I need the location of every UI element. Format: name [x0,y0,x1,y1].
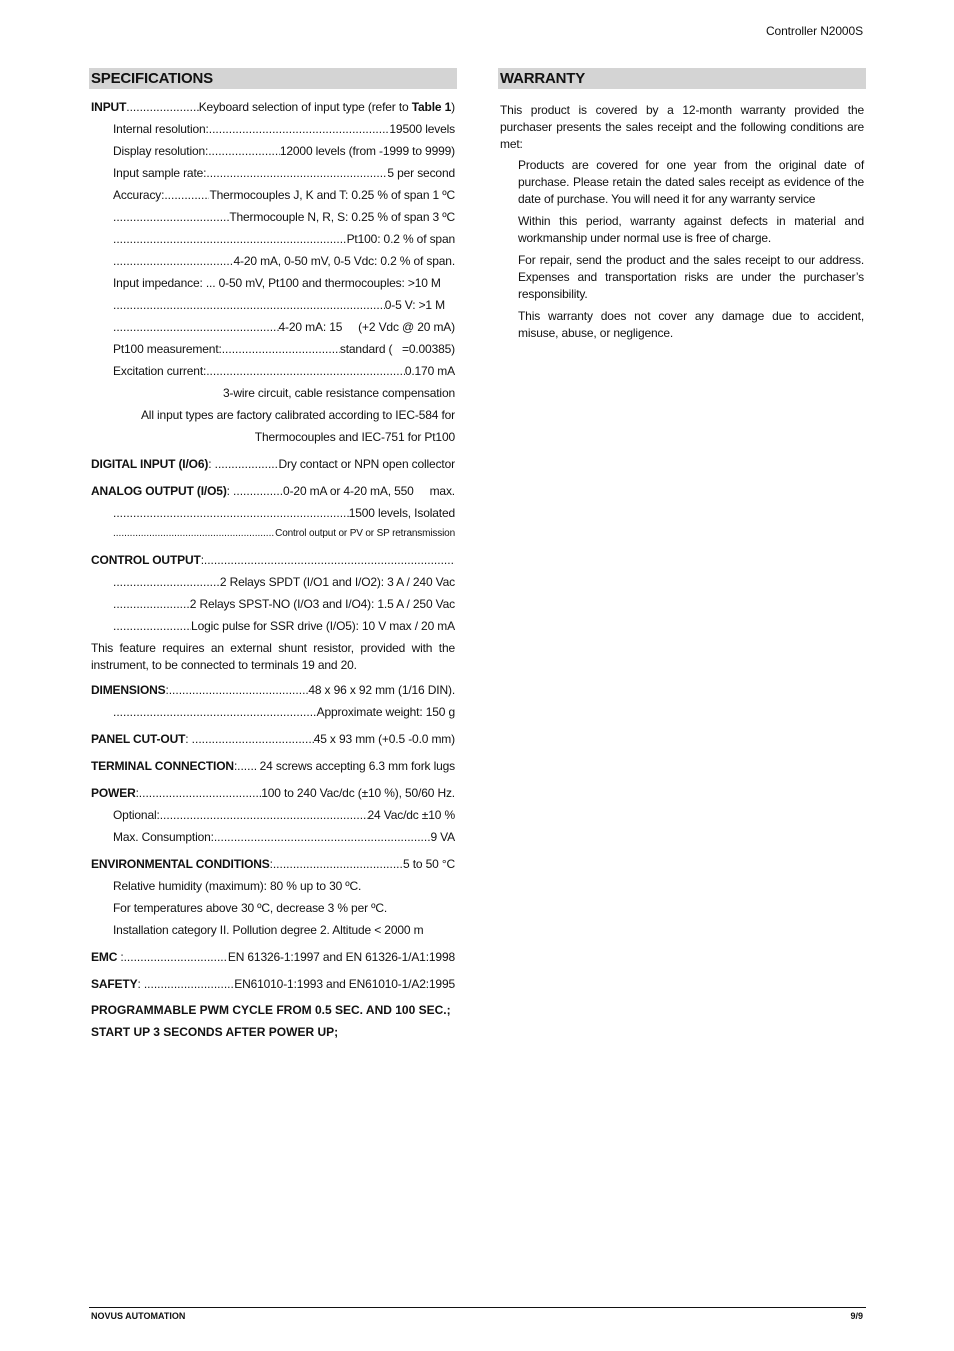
leader-dots [113,316,279,338]
spec-analog-output: ANALOG OUTPUT (I/O5) : ..... 0-20 mA or 4-20 mA, 550 max. [91,480,455,502]
leader-dots [113,524,275,544]
spec-sample-rate [91,162,455,184]
warranty-section [498,68,866,347]
spec-impedance-5v [91,294,455,316]
spec-startup: START UP 3 SECONDS AFTER POWER UP; [91,1025,339,1039]
spec-value: 0-50 mV, Pt100 and thermocouples: >10 M [218,276,441,290]
spec-label: Input impedance: [113,276,203,290]
leader-dots [169,679,309,701]
spec-value: 24 screws accepting 6.3 mm fork lugs [259,759,455,773]
spec-label: Display resolution: [113,144,209,158]
spec-value: 2 Relays SPDT (I/O1 and I/O2): 3 A / 240 Vac [219,575,455,589]
spec-pt100-measurement [91,338,455,360]
spec-value: Control output or PV or SP retransmission [275,528,455,539]
spec-value: 2 Relays SPST-NO (I/O3 and I/O4): 1.5 A / 250 Vac [189,597,455,611]
spec-value: 1500 levels, Isolated [348,506,455,520]
leader-dots [113,701,317,723]
spec-label: Optional: [113,808,160,822]
spec-analog-levels [91,502,455,524]
spec-label: Internal resolution: [113,122,209,136]
spec-wire-compensation [91,382,455,404]
specifications-section [89,68,457,1043]
footer-page-number: 9/9 [850,1311,863,1321]
leader-dots [273,853,403,875]
spec-label: EMC [91,950,118,964]
leader-dots [113,294,385,316]
spec-value: EN61010-1:1993 and EN61010-1/A2:1995 [234,977,455,991]
spec-control-output: CONTROL OUTPUT : ..... [91,549,455,571]
spec-value: 0-5 V: >1 M [384,298,445,312]
spec-humidity [91,875,455,897]
spec-value: 24 Vac/dc ±10 % [367,808,455,822]
leader-dots [113,571,220,593]
spec-value: Thermocouples J, K and T: 0.25 % of span 1 ºC [209,188,455,202]
leader-dots [144,973,234,995]
spec-display-resolution [91,140,455,162]
spec-label: Input sample rate: [113,166,207,180]
leader-dots [164,184,209,206]
spec-internal-resolution [91,118,455,140]
spec-installation-category [91,919,455,941]
warranty-item: Within this period, warranty against defects in material and workmanship under normal use is free of charge. [518,214,864,245]
spec-temperature-derating [91,897,455,919]
leader-dots [206,360,405,382]
spec-text: For temperatures above 30 ºC, decrease 3 % per ºC. [113,901,388,915]
spec-value: Approximate weight: 150 g [316,705,455,719]
leader-dots [113,593,190,615]
leader-dots [124,946,228,968]
spec-value: Logic pulse for SSR drive (I/O5): 10 V max / 20 mA [191,619,455,633]
warranty-intro: This product is covered by a 12-month warranty provided the purchaser presents the sales receipt and the following conditions are met: [500,103,864,151]
leader-dots [208,140,280,162]
leader-dots [126,96,198,118]
leader-dots [113,228,347,250]
spec-value: Dry contact or NPN open collector [278,457,455,471]
spec-value: 48 x 96 x 92 mm (1/16 DIN). [308,683,455,697]
spec-accuracy-analog [91,250,455,272]
spec-calibration [91,404,455,426]
footer-divider [89,1307,866,1308]
spec-value: 5 to 50 °C [403,857,455,871]
spec-value: Thermocouple N, R, S: 0.25 % of span 3 ºC [229,210,455,224]
spec-environmental: ENVIRONMENTAL CONDITIONS : ..... 5 to 50 °C [91,853,455,875]
warranty-item: For repair, send the product and the sales receipt to our address. Expenses and transportation risks are under the purchaser’s responsibility. [518,253,864,301]
spec-calibration-2 [91,426,455,448]
spec-power-consumption [91,826,455,848]
spec-value: Pt100: 0.2 % of span [346,232,455,246]
spec-label: CONTROL OUTPUT [91,553,201,567]
spec-value: 19500 levels [389,122,455,136]
leader-dots [113,502,349,524]
spec-label: Excitation current: [113,364,207,378]
spec-accuracy-pt100 [91,228,455,250]
leader-dots [215,453,279,475]
spec-value: EN 61326-1:1997 and EN 61326-1/A1:1998 [227,950,455,964]
spec-control-logic-pulse [91,615,455,637]
specifications-title: SPECIFICATIONS [89,68,457,89]
spec-emc: EMC : ..... EN 61326-1:1997 and EN 61326-1/A1:1998 [91,946,455,968]
spec-label: Accuracy: [113,188,165,202]
spec-shunt-note: This feature requires an external shunt resistor, provided with the instrument, to be connected to terminals 19 and 20. [91,641,455,672]
spec-pwm-cycle: PROGRAMMABLE PWM CYCLE FROM 0.5 SEC. AND 100 SEC.; [91,1003,451,1017]
warranty-item: This warranty does not cover any damage due to accident, misuse, abuse, or negligence. [518,309,864,340]
leader-dots [204,549,455,571]
spec-digital-input: DIGITAL INPUT (I/O6) : ..... Dry contact or NPN open collector [91,453,455,475]
spec-value: 45 x 93 mm (+0.5 -0.0 mm) [313,732,455,746]
spec-label: POWER [91,786,136,800]
spec-text: 3-wire circuit, cable resistance compensation [222,386,455,400]
spec-control-relays-spst [91,593,455,615]
spec-label: DIGITAL INPUT (I/O6) [91,457,209,471]
leader-dots [206,162,387,184]
spec-value: 0-20 mA or 4-20 mA, 550 max. [283,484,455,498]
spec-value: 100 to 240 Vac/dc (±10 %), 50/60 Hz. [261,786,455,800]
spec-value: 5 per second [387,166,455,180]
spec-label: DIMENSIONS [91,683,166,697]
spec-label: TERMINAL CONNECTION [91,759,234,773]
spec-text: All input types are factory calibrated according to IEC-584 for [140,408,455,422]
warranty-title: WARRANTY [498,68,866,89]
spec-label: Max. Consumption: [113,830,214,844]
spec-label: SAFETY [91,977,138,991]
warranty-item: Products are covered for one year from the original date of purchase. Please retain the dated sales receipt as evidence of the date of purchase. You will need it for any warranty service [518,158,864,206]
spec-value: standard ( =0.00385) [339,342,455,356]
document-header: Controller N2000S [765,24,863,38]
leader-dots: ... [202,276,219,290]
spec-label: ANALOG OUTPUT (I/O5) [91,484,227,498]
spec-value: Keyboard selection of input type (refer to Table 1) [198,100,455,114]
spec-accuracy [91,184,455,206]
leader-dots [214,826,431,848]
leader-dots [192,728,314,750]
spec-panel-cutout: PANEL CUT-OUT : ..... 45 x 93 mm (+0.5 -0.0 mm) [91,728,455,750]
specifications-list [89,96,457,1043]
leader-dots [209,118,390,140]
leader-dots [113,615,191,637]
spec-impedance-ma [91,316,455,338]
leader-dots [113,206,229,228]
spec-accuracy-nrs [91,206,455,228]
spec-dimensions: DIMENSIONS : ..... 48 x 96 x 92 mm (1/16 DIN). [91,679,455,701]
spec-input-impedance [91,272,455,294]
leader-dots [222,338,340,360]
spec-control-relays-spdt [91,571,455,593]
spec-value: 4-20 mA, 0-50 mV, 0-5 Vdc: 0.2 % of span. [233,254,455,268]
leader-dots [237,755,257,777]
spec-value: 9 VA [430,830,455,844]
spec-label: ENVIRONMENTAL CONDITIONS [91,857,270,871]
spec-text: Installation category II. Pollution degree 2. Altitude < 2000 m [113,923,424,937]
spec-power-optional [91,804,455,826]
leader-dots [160,804,368,826]
spec-weight [91,701,455,723]
spec-value: 12000 levels (from -1999 to 9999) [279,144,455,158]
leader-dots [233,480,283,502]
spec-value: 4-20 mA: 15 (+2 Vdc @ 20 mA) [278,320,455,334]
spec-power: POWER : ..... 100 to 240 Vac/dc (±10 %), 50/60 Hz. [91,782,455,804]
spec-text: Relative humidity (maximum): 80 % up to 30 ºC. [113,879,362,893]
spec-value: 0.170 mA [404,364,455,378]
spec-label: INPUT [91,100,127,114]
spec-text: Thermocouples and IEC-751 for Pt100 [254,430,455,444]
spec-terminal-connection: TERMINAL CONNECTION : ..... 24 screws accepting 6.3 mm fork lugs [91,755,455,777]
spec-analog-retransmission [91,524,455,544]
leader-dots [113,250,233,272]
spec-label: Pt100 measurement: [113,342,222,356]
spec-label: PANEL CUT-OUT [91,732,186,746]
spec-input [91,96,455,118]
spec-safety: SAFETY : ..... EN61010-1:1993 and EN61010-1/A2:1995 [91,973,455,995]
spec-excitation-current [91,360,455,382]
leader-dots [139,782,261,804]
footer-company: NOVUS AUTOMATION [91,1311,186,1321]
